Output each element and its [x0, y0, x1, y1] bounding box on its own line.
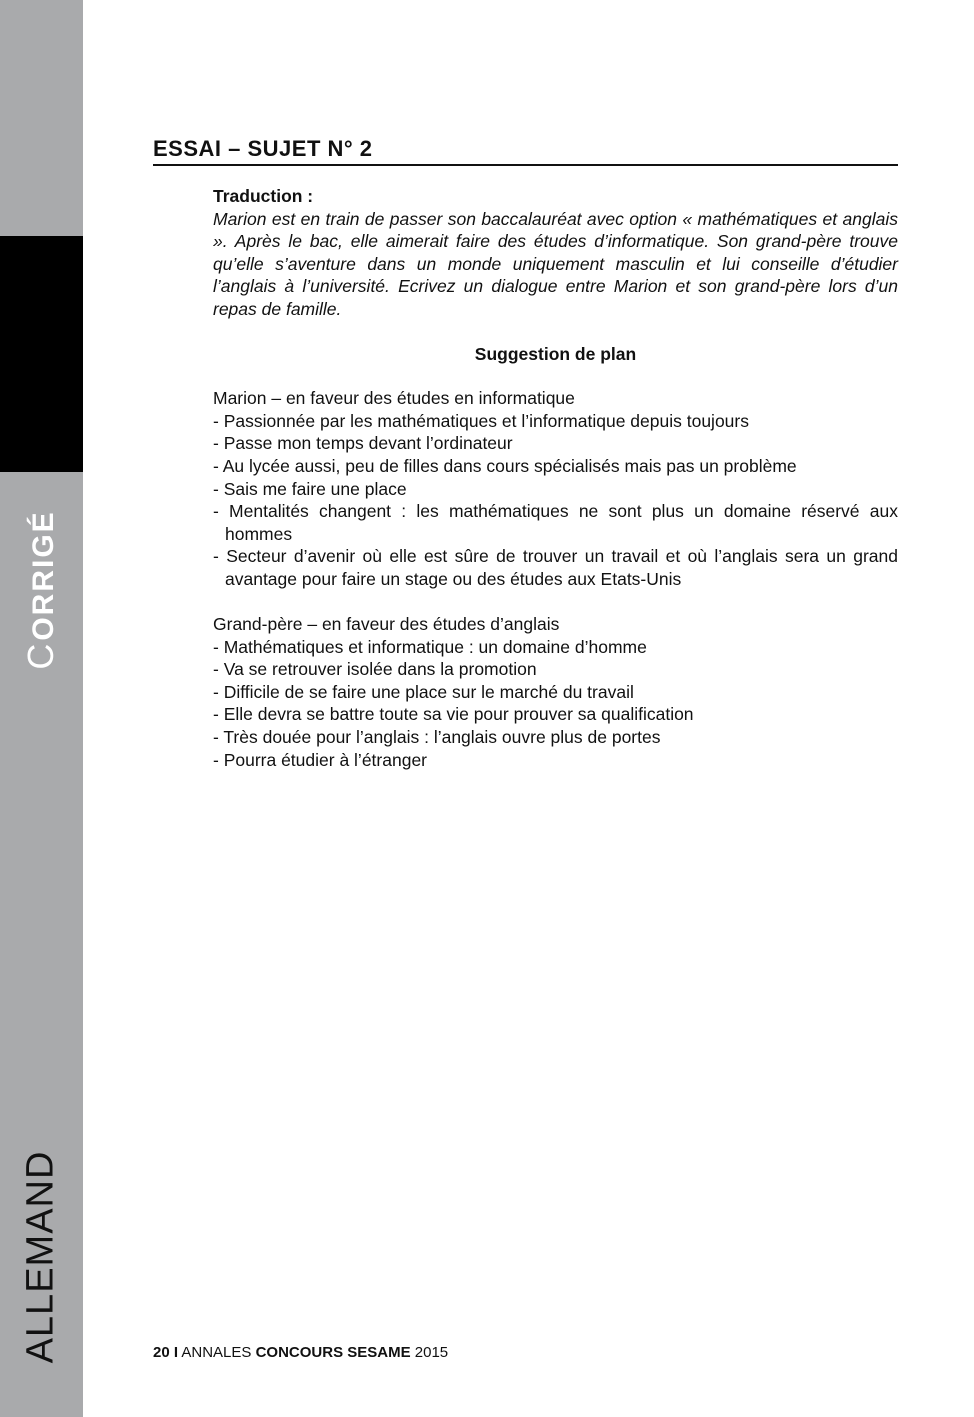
marion-points	[213, 410, 898, 591]
section-spacer	[213, 591, 898, 614]
grandpere-points	[213, 636, 898, 772]
traduction-label: Traduction :	[213, 186, 314, 206]
footer-annales: ANNALES	[181, 1344, 252, 1361]
footer-separator: I	[173, 1344, 179, 1361]
list-item: - Secteur d’avenir où elle est sûre de trouver un travail et où l’anglais sera un grand avantage pour faire un stage ou des études aux Etats-Unis	[213, 546, 898, 589]
list-item: - Très douée pour l’anglais : l’anglais ouvre plus de portes	[213, 727, 661, 748]
corrige-label	[20, 510, 62, 669]
corrige-rest: ORRIGÉ	[27, 510, 60, 641]
main-content	[213, 185, 898, 771]
subject-label: ALLEMAND	[19, 1150, 62, 1364]
page-number: 20	[153, 1344, 170, 1361]
list-item: - Mentalités changent : les mathématiques ne sont plus un domaine réservé aux hommes	[213, 501, 898, 544]
list-item: - Sais me faire une place	[213, 478, 407, 499]
corrige-tab	[0, 236, 83, 670]
marion-section-title: Marion – en faveur des études en informatique	[213, 388, 575, 409]
list-item: - Va se retrouver isolée dans la promotion	[213, 659, 537, 680]
page-footer	[153, 1344, 448, 1361]
list-item: - Pourra étudier à l’étranger	[213, 749, 427, 770]
plan-heading: Suggestion de plan	[474, 343, 637, 364]
list-item: - Passe mon temps devant l’ordinateur	[213, 433, 513, 454]
grandpere-section-title: Grand-père – en faveur des études d’anglais	[213, 614, 560, 635]
list-item: - Mathématiques et informatique : un domaine d’homme	[213, 636, 647, 657]
list-item: - Au lycée aussi, peu de filles dans cours spécialisés mais pas un problème	[213, 455, 797, 476]
footer-concours: CONCOURS SESAME	[255, 1344, 411, 1361]
footer-year: 2015	[414, 1344, 449, 1361]
list-item: - Passionnée par les mathématiques et l’informatique depuis toujours	[213, 410, 749, 431]
list-item: - Elle devra se battre toute sa vie pour prouver sa qualification	[213, 704, 694, 725]
side-band	[0, 0, 83, 1417]
traduction-text: Marion est en train de passer son baccalauréat avec option « mathématiques et anglais ». Après le bac, elle aimerait faire des études d’informatique. Son grand-père trouve qu’elle s’aventure dans un monde uniquement masculin et lui conseille d’étudier l’anglais à l’université. Ecrivez un dialogue entre Marion et son grand-père lors d’un repas de famille.	[213, 208, 898, 319]
page-title: ESSAI – SUJET N° 2	[153, 136, 898, 166]
corrige-initial: C	[20, 641, 61, 670]
list-item: - Difficile de se faire une place sur le marché du travail	[213, 681, 634, 702]
